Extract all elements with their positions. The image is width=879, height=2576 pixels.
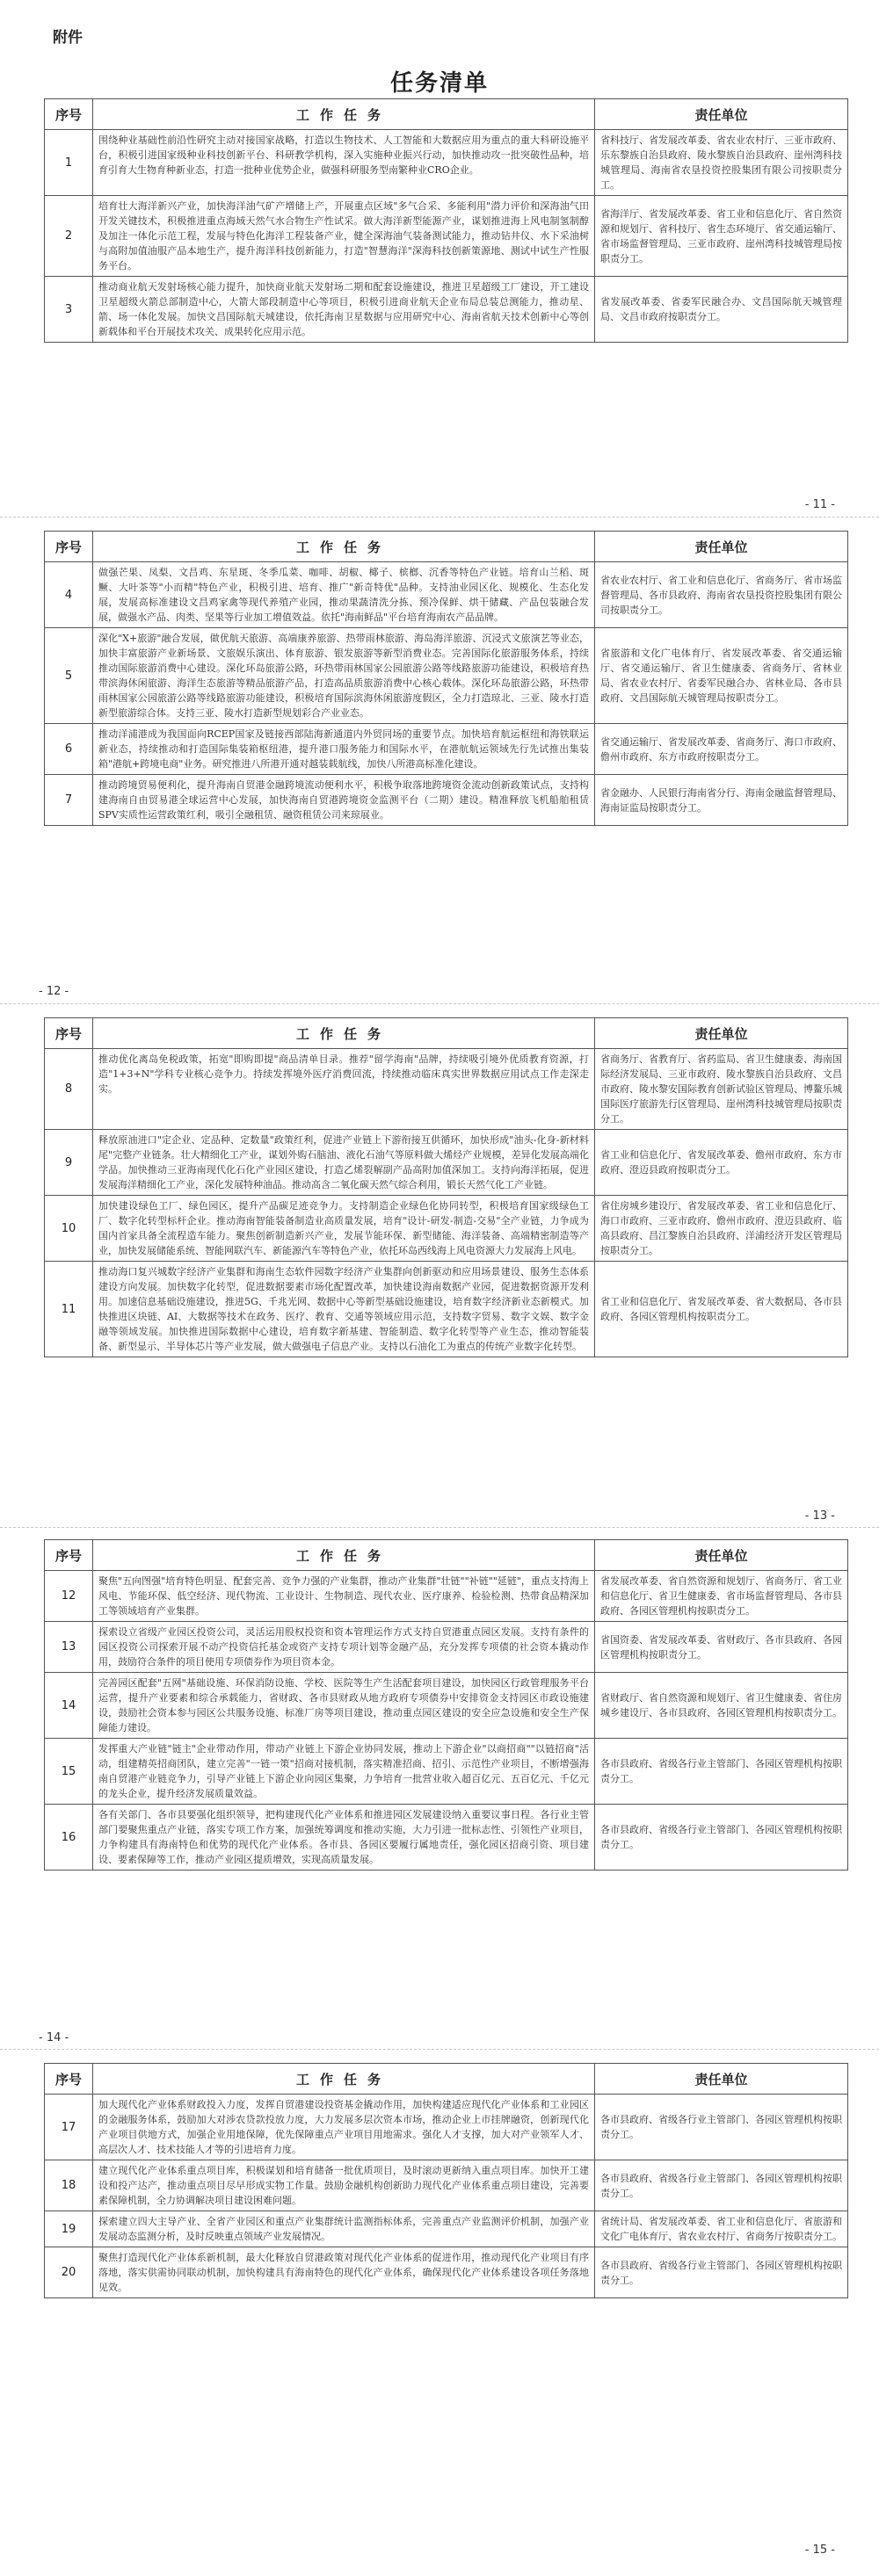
header-no: 序号 xyxy=(45,1540,93,1571)
row-task: 加大现代化产业体系财政投入力度，发挥自贸港建设投资基金撬动作用，加快构建适应现代化产业体系和工业园区的金融服务体系，鼓励加大对涉农贷款投放力度，大力发展多层次资本市场，推动企业上市挂牌融资，创新现代化产业项目供地方式，加强企业用地保障，优先保障重点产业项目用地需求。强化人才支撑，加大对产业领军人才、高层次人才、技术技能人才等的引进培育力度。 xyxy=(93,2095,595,2160)
page-number: - 12 - xyxy=(39,985,69,998)
table-row xyxy=(45,2211,848,2247)
row-no: 20 xyxy=(45,2247,93,2298)
row-unit: 省住房城乡建设厅、省发展改革委、省工业和信息化厅、海口市政府、三亚市政府、儋州市政府、澄迈县政府、临高县政府、昌江黎族自治县政府、洋浦经济开发区管理局按职责分工。 xyxy=(595,1196,848,1262)
page-block xyxy=(44,1539,842,1870)
document-title: 任务清单 xyxy=(389,70,489,97)
row-unit: 各市县政府、省级各行业主管部门、各园区管理机构按职责分工。 xyxy=(595,1739,848,1805)
table-header-row xyxy=(45,1540,848,1571)
table-header-row xyxy=(45,99,848,130)
page-block xyxy=(44,98,842,343)
row-task: 推动海口复兴城数字经济产业集群和海南生态软件园数字经济产业集群向创新驱动和应用场景建设、服务生态体系建设方向发展。加快数字化转型，促进数据要素市场化配置改革，加快建设海南数据产业园，促进数据资源开发利用。加速信息基础设施建设，推进5G、千兆光网、数据中心等新型基础设施建设，培育数字经济新业态新模式。加快推进区块链、AI、大数据等技术在政务、医疗、教育、交通等领域应用示范，支持数字贸易、数字文娱、数字金融等领域发展。加快推进国际数据中心建设，培育数字新基建、智能制造、数字化转型等产业生态，推动智能装备、新型显示、半导体芯片等产业发展，做大做强电子信息产业。支持以石油化工为重点的传统产业数字化转型。 xyxy=(93,1262,595,1357)
table-row xyxy=(45,775,848,826)
table-row xyxy=(45,1622,848,1673)
row-task: 完善园区配套"五网"基础设施、环保消防设施、学校、医院等生产生活配套项目建设，加快园区行政管理服务平台运营，提升产业要素和综合承载能力，省财政、各市县财政从地方政府专项债券中安排资金支持园区市政设施建设，鼓励社会资本参与园区公共服务设施、标准厂房等项目建设，推动重点园区建设的安全应急设施和安全生产保障能力建设。 xyxy=(93,1673,595,1739)
row-no: 12 xyxy=(45,1571,93,1622)
header-task: 工作任务 xyxy=(93,1540,595,1571)
task-table xyxy=(44,1017,848,1357)
row-unit: 各市县政府、省级各行业主管部门、各园区管理机构按职责分工。 xyxy=(595,1805,848,1870)
row-no: 10 xyxy=(45,1196,93,1262)
row-task: 深化"X+旅游"融合发展，做优航天旅游、高端康养旅游、热带雨林旅游、海岛海洋旅游、沉浸式文旅演艺等业态，加快丰富旅游产业新场景、文旅娱乐演出、体育旅游、银发旅游等新型消费业态。完善国际化旅游服务体系，持续推动国际旅游消费中心建设。深化环岛旅游公路，环热带雨林国家公园旅游公路等线路旅游功能建设，积极培育热带滨海休闲旅游、海洋生态旅游等精品旅游产品，打造高品质旅游消费中心核心载体。深化环岛旅游公路，环热带雨林国家公园旅游公路等线路旅游功能建设，积极培育国际滨海休闲旅游度假区，全力打造琼北、三亚、陵水打造新型旅游综合体。支持三亚、陵水打造新型规划彩合产业业态。 xyxy=(93,628,595,724)
row-task: 推动跨境贸易便利化，提升海南自贸港金融跨境流动便利水平，积极争取落地跨境资金流动创新政策试点，支持构建海南自由贸易港全球运营中心发展，加快海南自贸港跨境资金监测平台（二期）建设。精准释放飞机船舶租赁SPV实质性运营政策红利，吸引全融租赁、融资租赁公司来琼展业。 xyxy=(93,775,595,826)
row-unit: 省交通运输厅、省发展改革委、省商务厅、海口市政府、儋州市政府、东方市政府按职责分工。 xyxy=(595,724,848,775)
page-block xyxy=(44,531,842,826)
table-row xyxy=(45,562,848,628)
table-row xyxy=(45,1571,848,1622)
row-unit: 省旅游和文化广电体育厅、省发展改革委、省交通运输厅、省交通运输厅、省卫生健康委、省商务厅、省林业局、省农业农村厅、省委军民融合办、省林业局、各市县政府、文昌国际航天城管理局按职责分工。 xyxy=(595,628,848,724)
row-no: 16 xyxy=(45,1805,93,1870)
table-row xyxy=(45,1673,848,1739)
row-no: 8 xyxy=(45,1049,93,1130)
header-task: 工作任务 xyxy=(93,1018,595,1049)
header-task: 工作任务 xyxy=(93,99,595,130)
row-unit: 省商务厅、省教育厅、省药监局、省卫生健康委、海南国际经济发展局、三亚市政府、陵水黎族自治县政府、文昌市政府、陵水黎安国际教育创新试验区管理局、博鳌乐城国际医疗旅游先行区管理局、崖州湾科技城管理局按职责分工。 xyxy=(595,1049,848,1130)
row-unit: 省海洋厅、省发展改革委、省工业和信息化厅、省自然资源和规划厅、省科技厅、省生态环境厅、省交通运输厅、省市场监督管理局、三亚市政府、崖州湾科技城管理局按职责分工。 xyxy=(595,196,848,277)
table-row xyxy=(45,724,848,775)
row-unit: 省财政厅、省自然资源和规划厅、省卫生健康委、省住房城乡建设厅、各市县政府、各园区管理机构按职责分工。 xyxy=(595,1673,848,1739)
row-unit: 各市县政府、省级各行业主管部门、各园区管理机构按职责分工。 xyxy=(595,2095,848,2160)
row-no: 18 xyxy=(45,2160,93,2211)
table-row xyxy=(45,196,848,277)
table-header-row xyxy=(45,2064,848,2095)
page-divider xyxy=(0,2049,879,2050)
row-unit: 省统计局、省发展改革委、省工业和信息化厅、省旅游和文化广电体育厅、省农业农村厅、省商务厅按职责分工。 xyxy=(595,2211,848,2247)
table-row xyxy=(45,1739,848,1805)
row-task: 探索建立四大主导产业、全省产业园区和重点产业集群统计监测指标体系，完善重点产业监测评价机制，加强产业发展动态监测分析，及时反映重点领域产业发展情况。 xyxy=(93,2211,595,2247)
task-table xyxy=(44,531,848,826)
row-unit: 省发展改革委、省委军民融合办、文昌国际航天城管理局、文昌市政府按职责分工。 xyxy=(595,277,848,343)
table-row xyxy=(45,1130,848,1196)
header-no: 序号 xyxy=(45,2064,93,2095)
row-no: 19 xyxy=(45,2211,93,2247)
table-header-row xyxy=(45,532,848,562)
row-no: 13 xyxy=(45,1622,93,1673)
row-task: 各有关部门、各市县要强化组织领导，把构建现代化产业体系和推进园区发展建设纳入重要议事日程。各行业主管部门要聚焦重点产业链，落实专项工作方案，加强统筹调度和推动实施，大力引进一批标志性、引领性产业项目，力争构建具有海南特色和优势的现代化产业体系。各市县、各园区要履行属地责任，强化园区招商引资、项目建设、要素保障等工作，推动产业园区提质增效，实现高质量发展。 xyxy=(93,1805,595,1870)
row-task: 聚焦"五向图强"培育特色明显、配套完善、竞争力强的产业集群，推动产业集群"壮链""补链""延链"，重点支持海上风电、节能环保、低空经济、现代物流、工业设计、生物制造、现代农业、医疗康养、检验检测、热带食品精深加工等领域培育产业集群。 xyxy=(93,1571,595,1622)
page-number: - 15 - xyxy=(804,2543,835,2557)
table-row xyxy=(45,628,848,724)
row-task: 发挥重大产业链"链主"企业带动作用，带动产业链上下游企业协同发展，推动上下游企业"以商招商""以链招商"活动，组建精英招商团队，建立完善"一链一策"招商对接机制，落实精准招商、招引、示范性产业项目，不断增强海南自贸港产业链竞争力，引导产业链上下游企业向园区集聚，力争培育一批营业收入超百亿元、五百亿元、千亿元的龙头企业，提升经济发展质量效益。 xyxy=(93,1739,595,1805)
table-row xyxy=(45,130,848,196)
row-unit: 省农业农村厅、省工业和信息化厅、省商务厅、省市场监督管理局、各市县政府、海南省农垦投资控股集团有限公司按职责分工。 xyxy=(595,562,848,628)
page-divider xyxy=(0,1003,879,1004)
row-no: 2 xyxy=(45,196,93,277)
row-unit: 省科技厅、省发展改革委、省农业农村厅、三亚市政府、乐东黎族自治县政府、陵水黎族自治县政府、崖州湾科技城管理局、海南省农垦投资控股集团有限公司按职责分工。 xyxy=(595,130,848,196)
table-row xyxy=(45,2247,848,2298)
row-unit: 省工业和信息化厅、省发展改革委、儋州市政府、东方市政府、澄迈县政府按职责分工。 xyxy=(595,1130,848,1196)
header-task: 工作任务 xyxy=(93,2064,595,2095)
row-no: 1 xyxy=(45,130,93,196)
row-no: 3 xyxy=(45,277,93,343)
table-row xyxy=(45,1805,848,1870)
table-row xyxy=(45,1196,848,1262)
table-header-row xyxy=(45,1018,848,1049)
header-unit: 责任单位 xyxy=(595,532,848,562)
row-no: 7 xyxy=(45,775,93,826)
row-unit: 省国资委、省发展改革委、省财政厅、各市县政府、各园区管理机构按职责分工。 xyxy=(595,1622,848,1673)
row-no: 9 xyxy=(45,1130,93,1196)
row-task: 推动洋浦港成为我国面向RCEP国家及链接西部陆海新通道内外贸同场的重要节点。加快培育航运枢纽和海铁联运新业态，持续推动和打造国际集装箱枢纽港，提升港口服务能力和国际水平，在港航航运领域先行先试推出集装箱"港航+跨境电商"业务。研究推进八所港开通对越装载航线，加快八所港高标准化建设。 xyxy=(93,724,595,775)
row-unit: 各市县政府、省级各行业主管部门、各园区管理机构按职责分工。 xyxy=(595,2247,848,2298)
row-task: 释放原油进口"定企业、定品种、定数量"政策红利，促进产业链上下游衔接互供循环，加快形成"油头-化身-新材料尾"完整产业链条。壮大精细化工产业，谋划外购石脑油、液化石油气等原料做大烯烃产业规模，差异化发展高端化学品。加快推动三亚海南现代化石化产业园区建设，打造乙烯裂解副产品高附加值深加工。支持向海洋拓展，促进发展海洋精细化工产业，深化发展特种油品。推动高含二氧化碳天然气综合利用，锻长天然气化工产业链。 xyxy=(93,1130,595,1196)
row-no: 15 xyxy=(45,1739,93,1805)
row-task: 建立现代化产业体系重点项目库，积极谋划和培育储备一批优质项目，及时滚动更新纳入重点项目库。加快开工建设和投产达产，推动重点项目尽早形成实物工作量。鼓励金融机构创新助力现代化产业体系重点项目建设，完善要素保障机制，全力协调解决项目建设困难问题。 xyxy=(93,2160,595,2211)
row-task: 围绕种业基础性前沿性研究主动对接国家战略，打造以生物技术、人工智能和大数据应用为重点的重大科研设施平台，积极引进国家级种业科技创新平台、科研教学机构，深入实施种业振兴行动，加快推动攻一批突破性品种，培育引育大生物育种新业态，打造一批种业优势企业，做强科研服务型南繁种业CRO企业。 xyxy=(93,130,595,196)
page-number: - 13 - xyxy=(804,1509,835,1523)
row-no: 5 xyxy=(45,628,93,724)
row-no: 4 xyxy=(45,562,93,628)
table-row xyxy=(45,2095,848,2160)
row-task: 探索设立省级产业园区投资公司，灵活运用股权投资和资本管理运作方式支持自贸港重点园区发展。支持有条件的园区投资公司探索开展不动产投资信托基金或资产支持专项计划等金融产品，充分发挥专项债的社会资本撬动作用，鼓励符合条件的项目使用专项债券作为项目资本金。 xyxy=(93,1622,595,1673)
row-unit: 省发展改革委、省自然资源和规划厅、省商务厅、省工业和信息化厅、省卫生健康委、省市场监督管理局、各市县政府、各园区管理机构按职责分工。 xyxy=(595,1571,848,1622)
table-row xyxy=(45,2160,848,2211)
row-no: 6 xyxy=(45,724,93,775)
row-no: 14 xyxy=(45,1673,93,1739)
row-task: 推动商业航天发射场核心能力提升，加快商业航天发射场二期和配套设施建设，推进卫星超级工厂建设，开工建设卫星超级火箭总部制造中心，大箭大部段制造中心等项目，积极引进商业航天企业布局总装总测能力，推动星、箭、场一体化发展。加快文昌国际航天城建设，依托海南卫星数据与应用研究中心、海南省航天技术创新中心等创新载体和平台开展技术攻关、成果转化应用示范。 xyxy=(93,277,595,343)
row-no: 11 xyxy=(45,1262,93,1357)
row-unit: 省金融办、人民银行海南省分行、海南金融监督管理局、海南证监局按职责分工。 xyxy=(595,775,848,826)
page-block xyxy=(44,1017,842,1357)
header-task: 工作任务 xyxy=(93,532,595,562)
task-table xyxy=(44,2063,848,2298)
page-number: - 11 - xyxy=(804,498,835,511)
header-unit: 责任单位 xyxy=(595,99,848,130)
header-unit: 责任单位 xyxy=(595,1018,848,1049)
task-table xyxy=(44,98,848,343)
table-row xyxy=(45,1262,848,1357)
page-block xyxy=(44,2063,842,2298)
table-row xyxy=(45,277,848,343)
header-no: 序号 xyxy=(45,99,93,130)
page-divider xyxy=(0,1527,879,1528)
header-unit: 责任单位 xyxy=(595,1540,848,1571)
header-unit: 责任单位 xyxy=(595,2064,848,2095)
table-row xyxy=(45,1049,848,1130)
row-unit: 省工业和信息化厅、省发展改革委、省大数据局、各市县政府、各园区管理机构按职责分工。 xyxy=(595,1262,848,1357)
page-number: - 14 - xyxy=(39,2031,69,2044)
row-task: 加快建设绿色工厂、绿色园区，提升产品碳足迹竞争力。支持制造企业绿色化协同转型，积极培育国家级绿色工厂、数字化转型标杆企业。推动海南智能装备制造业高质量发展，培育"设计-研发-制造-交易"全产业链，力争成为国内首家具备全流程造车能力。聚焦创新制造新兴产业，发展节能环保、新型储能、海洋装备、高端精密制造等产业，加快发展储能系统、智能网联汽车、新能源汽车等特色产业，依托环岛西线海上风电资源大力发展海上风电。 xyxy=(93,1196,595,1262)
row-task: 聚焦打造现代化产业体系新机制，最大化释放自贸港政策对现代化产业体系的促进作用，推动现代化产业项目有序落地，落实供需协同联动机制，加快构建具有海南特色的现代化产业体系，确保现代化产业体系建设各项任务落地见效。 xyxy=(93,2247,595,2298)
row-unit: 各市县政府、省级各行业主管部门、各园区管理机构按职责分工。 xyxy=(595,2160,848,2211)
row-no: 17 xyxy=(45,2095,93,2160)
row-task: 推动优化离岛免税政策，拓宽"即购即提"商品清单目录。推荐"留学海南"品牌，持续吸引境外优质教育资源，打造"1+3+N"学科专业核心竞争力。持续发挥境外医疗消费回流，持续推动临床真实世界数据应用试点工作走深走实。 xyxy=(93,1049,595,1130)
task-table xyxy=(44,1539,848,1870)
header-no: 序号 xyxy=(45,532,93,562)
row-task: 做强芒果、凤梨、文昌鸡、东星斑、冬季瓜菜、咖啡、胡椒、椰子、槟榔、沉香等特色产业链。培育山兰稻、斑鳜、大叶茶等"小而精"特色产业，积极引进、培育、推广"新奇特优"品种。支持油业园区化、规模化、生态化发展，发展高标准建设文昌鸡家禽等现代养殖产业园，推动果蔬清洗分拣、预冷保鲜、烘干储藏、产品包装融合发展，做强水产品、肉类、坚果等行业加工增值效益。依托"海南鲜品"平台培育海南农产品品牌。 xyxy=(93,562,595,628)
annex-label: 附件 xyxy=(53,29,83,47)
header-no: 序号 xyxy=(45,1018,93,1049)
row-task: 培育壮大海洋新兴产业，加快海洋油气矿产增储上产，开展重点区域"多气合采、多能利用"潜力评价和深海油气田开发关键技术，积极推进重点海域天然气水合物生产性试采。做大海洋新型能源产业，谋划推进海上风电制氢制醇及加注一体化示范工程，发展与特色化海洋工程装备产业，健全深海油气装备测试能力，推动钻井仪、水下采油树与高附加值油服产品本地生产，提升海洋科技创新能力，打造"智慧海洋"深海科技创新策源地、测试中试生产性服务平台。 xyxy=(93,196,595,277)
